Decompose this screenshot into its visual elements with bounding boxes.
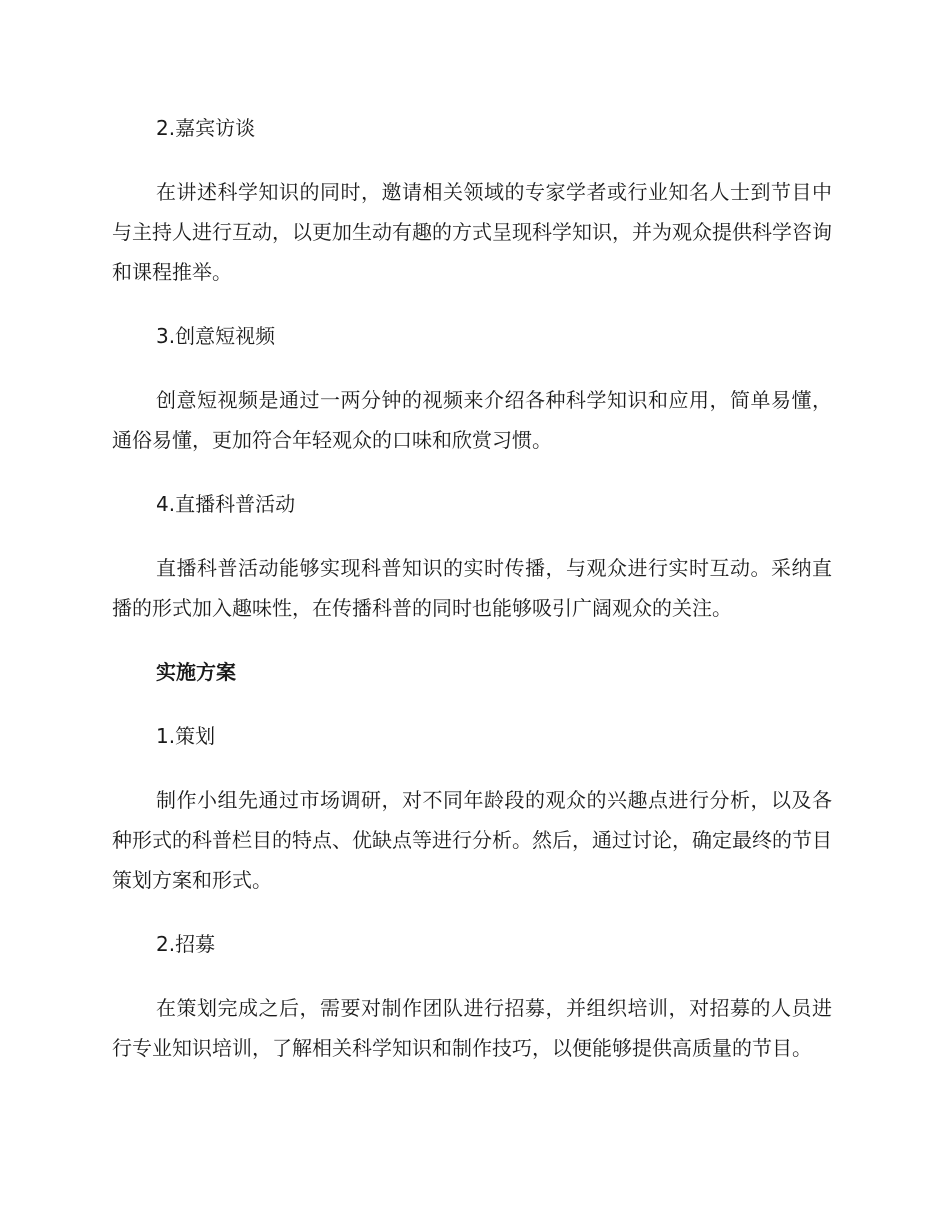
paragraph-recruitment: 在策划完成之后，需要对制作团队进行招募，并组织培训，对招募的人员进行专业知识培训，了解相关科学知识和制作技巧，以便能够提供高质量的节目。: [112, 996, 832, 1060]
subheading-creative-short-video: 3.创意短视频: [156, 324, 276, 348]
paragraph-guest-interview: 在讲述科学知识的同时，邀请相关领域的专家学者或行业知名人士到节目中与主持人进行互动，以更加生动有趣的方式呈现科学知识，并为观众提供科学咨询和课程推举。: [112, 180, 832, 284]
paragraph-creative-short-video: 创意短视频是通过一两分钟的视频来介绍各种科学知识和应用，简单易懂，通俗易懂，更加符合年轻观众的口味和欣赏习惯。: [112, 388, 832, 452]
subheading-planning: 1.策划: [156, 724, 216, 748]
paragraph-live-science-activity: 直播科普活动能够实现科普知识的实时传播，与观众进行实时互动。采纳直播的形式加入趣味性，在传播科普的同时也能够吸引广阔观众的关注。: [112, 556, 832, 620]
paragraph-planning: 制作小组先通过市场调研，对不同年龄段的观众的兴趣点进行分析，以及各种形式的科普栏目的特点、优缺点等进行分析。然后，通过讨论，确定最终的节目策划方案和形式。: [112, 788, 832, 892]
subheading-recruitment: 2.招募: [156, 932, 216, 956]
section-title-implementation-plan: 实施方案: [156, 660, 236, 684]
subheading-live-science-activity: 4.直播科普活动: [156, 492, 296, 516]
document-body: [112, 108, 832, 1092]
subheading-guest-interview: 2.嘉宾访谈: [156, 116, 256, 140]
